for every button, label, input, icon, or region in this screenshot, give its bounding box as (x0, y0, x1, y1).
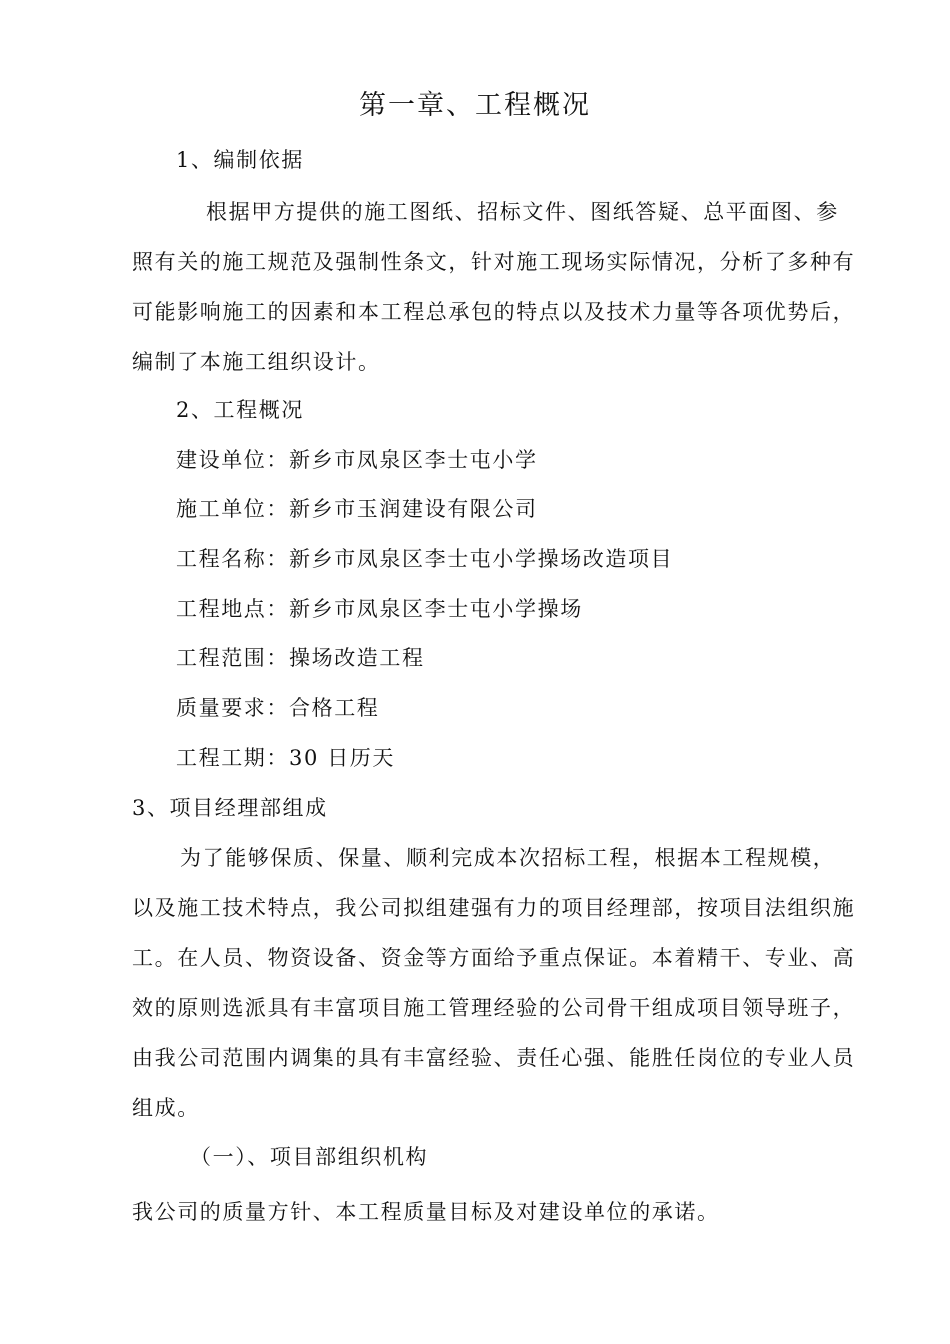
section-heading-basis: 1、编制依据 (176, 148, 304, 172)
section-heading-project-department: 3、项目经理部组成 (132, 796, 328, 820)
section-heading-overview: 2、工程概况 (176, 398, 304, 422)
section1-paragraph (132, 187, 856, 387)
paragraph-line: 由我公司范围内调集的具有丰富经验、责任心强、能胜任岗位的专业人员 (132, 1046, 856, 1070)
overview-item-quality: 质量要求：合格工程 (176, 696, 380, 720)
paragraph-line: 效的原则选派具有丰富项目施工管理经验的公司骨干组成项目领导班子， (132, 996, 856, 1020)
overview-item-client: 建设单位：新乡市凤泉区李士屯小学 (176, 448, 538, 472)
page-title: 第一章、工程概况 (359, 90, 591, 121)
paragraph-line: 可能影响施工的因素和本工程总承包的特点以及技术力量等各项优势后， (132, 300, 856, 324)
overview-item-location: 工程地点：新乡市凤泉区李士屯小学操场 (176, 597, 583, 621)
paragraph-line: 工。在人员、物资设备、资金等方面给予重点保证。本着精干、专业、高 (132, 946, 856, 970)
paragraph-line: 组成。 (132, 1096, 200, 1120)
paragraph-line: 编制了本施工组织设计。 (132, 350, 381, 374)
section3-paragraph (132, 833, 856, 1133)
paragraph-line: 为了能够保质、保量、顺利完成本次招标工程，根据本工程规模， (180, 846, 836, 870)
closing-line: 我公司的质量方针、本工程质量目标及对建设单位的承诺。 (132, 1200, 720, 1224)
overview-item-scope: 工程范围：操场改造工程 (176, 646, 425, 670)
paragraph-line: 根据甲方提供的施工图纸、招标文件、图纸答疑、总平面图、参 (206, 200, 839, 224)
subsection-heading-organization: （一）、项目部组织机构 (190, 1145, 429, 1169)
paragraph-line: 以及施工技术特点，我公司拟组建强有力的项目经理部，按项目法组织施 (132, 896, 856, 920)
paragraph-line: 照有关的施工规范及强制性条文，针对施工现场实际情况，分析了多种有 (132, 250, 856, 274)
overview-item-duration: 工程工期：30 日历天 (176, 746, 395, 770)
overview-item-contractor: 施工单位：新乡市玉润建设有限公司 (176, 497, 538, 521)
overview-item-project-name: 工程名称：新乡市凤泉区李士屯小学操场改造项目 (176, 547, 674, 571)
